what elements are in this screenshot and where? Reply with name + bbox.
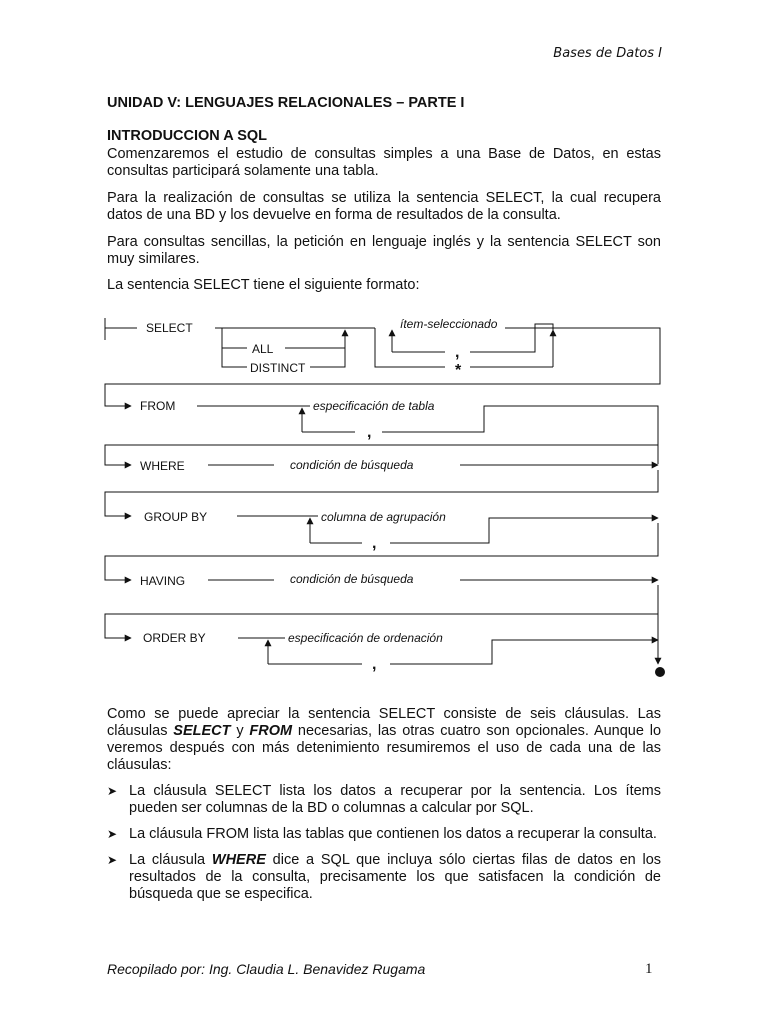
order-spec-label: especificación de ordenación <box>288 631 443 645</box>
paragraph-3: Para consultas sencillas, la petición en lenguaje inglés y la sentencia SELECT son muy similares. <box>107 234 661 267</box>
item-selected-label: ítem-seleccionado <box>400 317 498 331</box>
kw-having: HAVING <box>140 574 186 588</box>
kw-all: ALL <box>252 342 274 356</box>
list-item: ➤ La cláusula FROM lista las tablas que contienen los datos a recuperar la consulta. <box>107 826 657 842</box>
group-column-label: columna de agrupación <box>321 510 446 524</box>
list-item: ➤ La cláusula WHERE dice a SQL que incluya sólo ciertas filas de datos en los resultados de la consulta, precisamente los que satisfacen la condición de búsqueda que se especifica. <box>107 852 662 902</box>
page-number: 1 <box>645 961 653 977</box>
comma-symbol: , <box>367 424 372 441</box>
comma-symbol: , <box>372 656 377 673</box>
paragraph-1: Comenzaremos el estudio de consultas simples a una Base de Datos, en estas consultas participará solamente una tabla. <box>107 146 661 179</box>
table-spec-label: especificación de tabla <box>313 399 435 413</box>
kw-from-emph: FROM <box>249 723 293 739</box>
comma-symbol: , <box>372 535 377 552</box>
arrow-bullet-icon: ➤ <box>107 784 118 798</box>
kw-distinct: DISTINCT <box>250 361 306 375</box>
footer-compiled-by: Recopilado por: Ing. Claudia L. Benavidez Rugama <box>107 961 426 977</box>
paragraph-4: La sentencia SELECT tiene el siguiente formato: <box>107 277 420 293</box>
unit-title: UNIDAD V: LENGUAJES RELACIONALES – PARTE I <box>107 95 465 111</box>
section-title: INTRODUCCION A SQL <box>107 128 268 144</box>
kw-group-by: GROUP BY <box>144 510 208 524</box>
comma-symbol: , <box>455 344 460 361</box>
arrow-bullet-icon: ➤ <box>107 853 118 867</box>
arrow-bullet-icon: ➤ <box>107 827 118 841</box>
list-item: ➤ La cláusula SELECT lista los datos a recuperar por la sentencia. Los ítems pueden ser columnas de la BD o columnas a calcular por SQL. <box>107 783 661 816</box>
paragraph-2: Para la realización de consultas se utiliza la sentencia SELECT, la cual recupera datos de una BD y los devuelve en forma de resultados de la consulta. <box>107 190 661 223</box>
diagram-end-dot <box>655 667 665 677</box>
kw-select-emph: SELECT <box>173 723 231 739</box>
search-condition-label: condición de búsqueda <box>290 458 414 472</box>
clause-list <box>107 783 661 912</box>
page-header: Bases de Datos I <box>553 46 662 61</box>
diagram-line <box>375 328 445 367</box>
kw-from: FROM <box>140 399 176 413</box>
star-symbol: * <box>455 362 462 379</box>
kw-order-by: ORDER BY <box>143 631 206 645</box>
search-condition-label: condición de búsqueda <box>290 572 414 586</box>
kw-select: SELECT <box>146 321 193 335</box>
summary-paragraph: Como se puede apreciar la sentencia SELECT consiste de seis cláusulas. Las cláusulas SELECT y FROM necesarias, las otras cuatro son opcionales. Aunque lo veremos después con más detenimiento resumiremos el uso de cada una de las cláusulas: <box>107 706 662 773</box>
diagram-line <box>382 406 658 464</box>
kw-where: WHERE <box>140 459 185 473</box>
